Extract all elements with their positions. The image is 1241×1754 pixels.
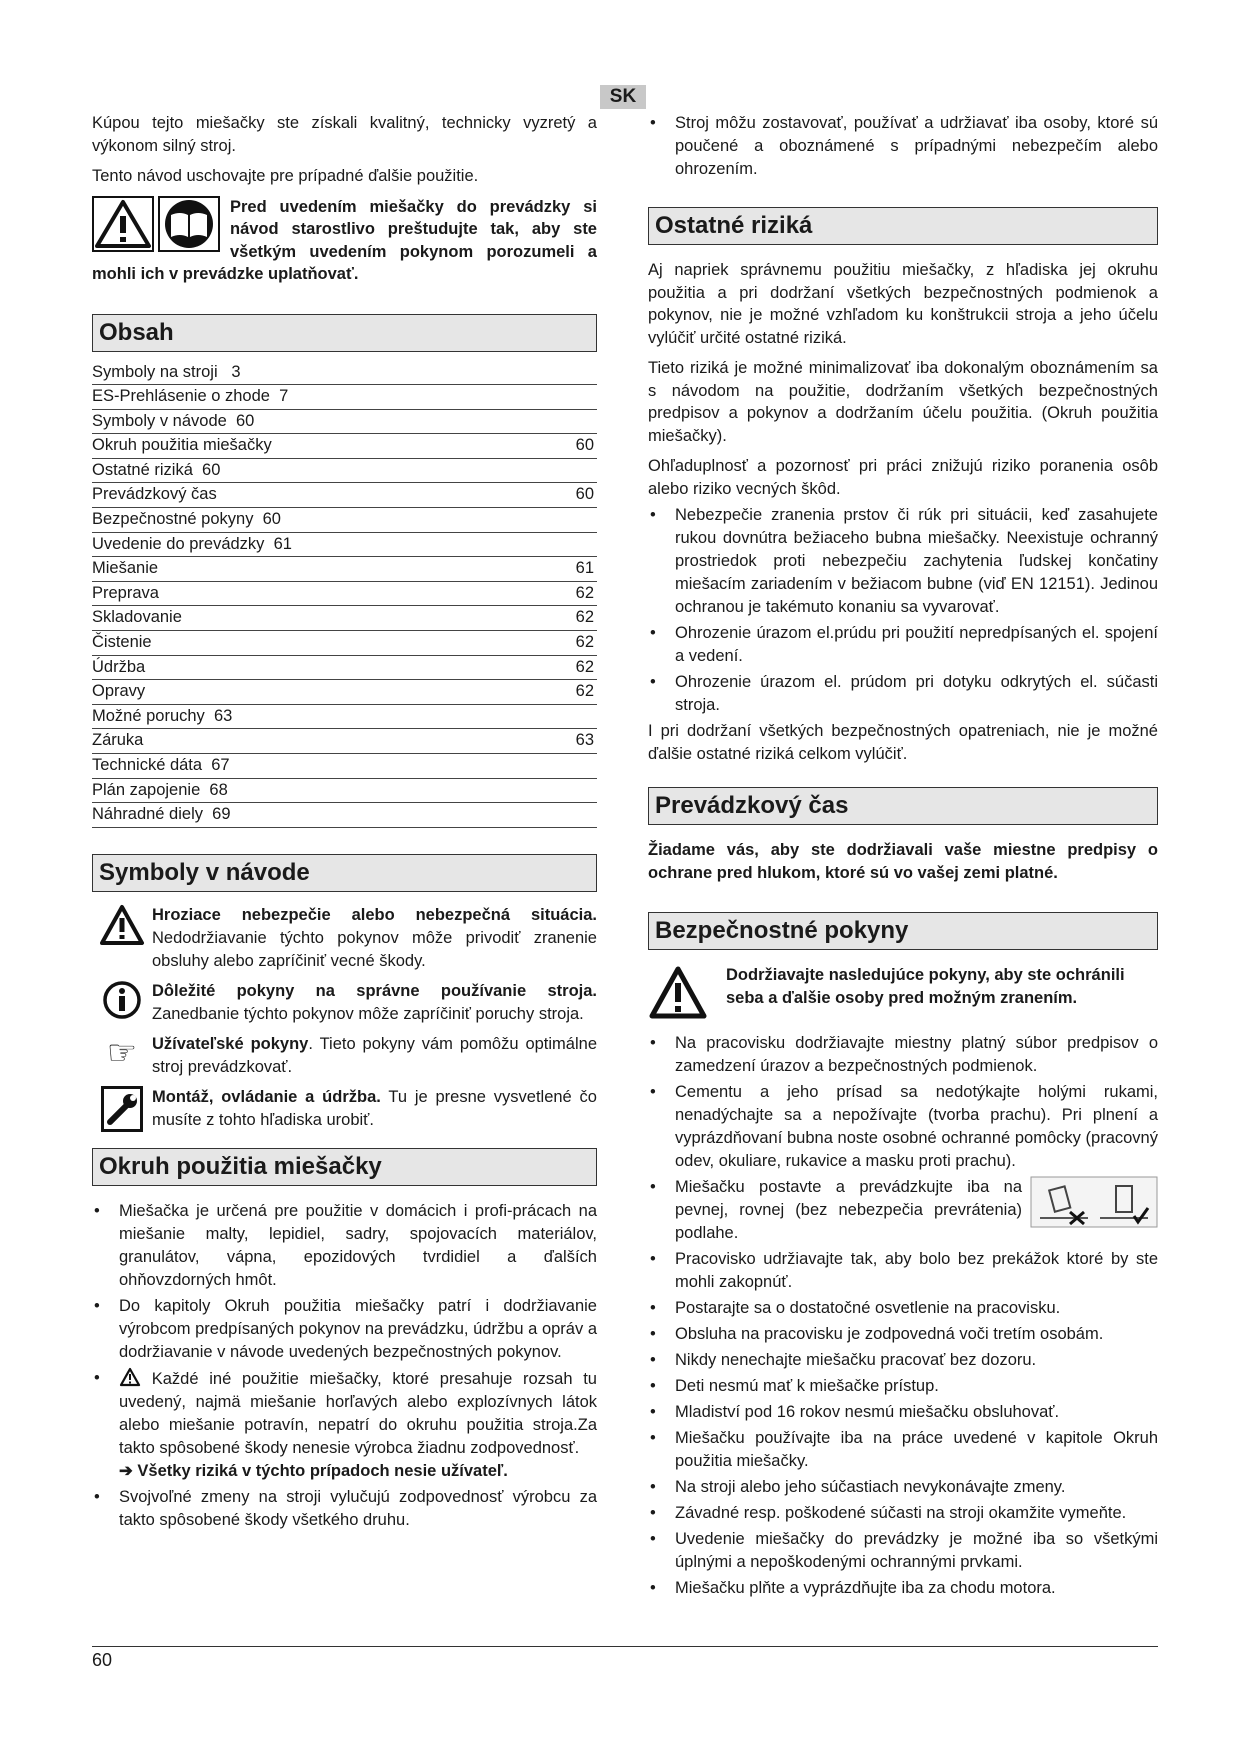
symbol-maintenance-title: Montáž, ovládanie a údržba.: [152, 1087, 381, 1106]
language-tab: SK: [600, 85, 646, 109]
list-item: • Pracovisko udržiavajte tak, aby bolo bez prekážok ktoré by ste mohli zakopnúť.: [648, 1248, 1158, 1294]
toc-item-label: Bezpečnostné pokyny 60: [92, 510, 281, 529]
list-item: • Miešačka je určená pre použitie v domácich i profi-prácach na miešanie malty, lepidiel, sadry, spojovacích materiálov, granulátov, vápna, epozidových tvrdidiel a ďalších ohňovzdorných hmôt.: [92, 1200, 597, 1292]
toc-item-label: Čistenie: [92, 633, 152, 652]
risks-paragraph: Aj napriek správnemu použitiu miešačky, z hľadiska jej okruhu použitia a pri dodržaní všetkých bezpečnostných podmienok a pokynov, nie je možné vzhľadom ku konštrukcii stroja a jeho účelu vylúčiť určité ostatné riziká.: [648, 261, 1158, 347]
operating-time-heading: Prevádzkový čas: [648, 787, 1158, 825]
toc-item: [92, 606, 597, 631]
safety-warning-text: Dodržiavajte nasledujúce pokyny, aby ste ochránili seba a ďalšie osoby pred možným zranením.: [726, 966, 1125, 1007]
toc-list: [92, 361, 597, 828]
symbol-hint-text: . Tieto pokyny vám pomôžu optimálne stroj prevádzkovať.: [152, 1034, 597, 1076]
warning-icon: [99, 904, 145, 946]
usage-other-use-text: Každé iné použitie miešačky, ktoré presahuje rozsah tu uvedený, najmä miešanie horľavých alebo explozívnych látok alebo miešanie potravín, nepatrí do okruhu použitia stroja.Za takto spôsobené škody nenesie výrobca žiadnu zodpovednosť.: [119, 1369, 597, 1457]
toc-item: [92, 803, 597, 828]
noise-regulation-text: Žiadame vás, aby ste dodržiavali vaše miestne predpisy o ochrane pred hlukom, ktoré sú vo vašej zemi platné.: [648, 841, 1158, 882]
page-number: 60: [92, 1650, 113, 1670]
user-risk-note: ➔ Všetky riziká v týchto prípadoch nesie užívateľ.: [119, 1461, 508, 1480]
toc-item-label: Záruka: [92, 731, 144, 750]
symbol-info-title: Dôležité pokyny na správne používanie stroja.: [152, 981, 597, 1000]
list-item: • Na stroji alebo jeho súčastiach nevykonávajte zmeny.: [648, 1476, 1158, 1499]
risks-paragraph: Ohľaduplnosť a pozornosť pri práci znižujú riziko poranenia osôb alebo riziko vecných škôd.: [648, 457, 1158, 498]
safety-list: [648, 1032, 1158, 1600]
list-item: • Nebezpečie zranenia prstov či rúk pri situácii, keď zasahujete rukou dovnútra bežiaceho bubna miešačky. Neexistuje ochranný prostriedok proti nebezpečiu zachytenia ľudskej končatiny miešacím zariadením v bežiacom bubne (viď EN 12151). Jedinou ochranou je takémuto konaniu sa vyvarovať.: [648, 504, 1158, 619]
warning-manual-icons: [92, 196, 220, 252]
list-item: • Závadné resp. poškodené súčasti na stroji okamžite vymeňte.: [648, 1502, 1158, 1525]
risks-paragraph: Tieto riziká je možné minimalizovať iba dokonalým oboznámením sa s návodom na použitie, dodržaním všetkých bezpečnostných predpisov a pokynov a dodržaním účelu použitia. (Okruh použitia miešačky).: [648, 359, 1158, 445]
toc-item: [92, 754, 597, 779]
toc-item: [92, 410, 597, 435]
warning-icon: [648, 966, 708, 1020]
list-item: • Postarajte sa o dostatočné osvetlenie na pracovisku.: [648, 1297, 1158, 1320]
list-item: • Na pracovisku dodržiavajte miestny platný súbor predpisov o zamedzení úrazov a bezpečnostných podmienok.: [648, 1032, 1158, 1078]
usage-heading: Okruh použitia miešačky: [92, 1148, 597, 1186]
toc-item-page: 63: [575, 731, 594, 750]
info-icon: [102, 980, 142, 1020]
list-item: • Ohrozenie úrazom el.prúdu pri použití nepredpísaných el. spojení a vedení.: [648, 622, 1158, 668]
symbol-danger-text: Nedodržiavanie týchto pokynov môže privodiť zranenie obsluhy alebo zapríčiniť vecné škody.: [152, 928, 597, 970]
toc-item-label: Opravy: [92, 682, 146, 701]
toc-item-label: Plán zapojenie 68: [92, 780, 228, 799]
list-item: [648, 1176, 1158, 1245]
footer-divider: [92, 1646, 1158, 1647]
list-item: • Mladiství pod 16 rokov nesmú miešačku obsluhovať.: [648, 1401, 1158, 1424]
symbol-info: [92, 980, 597, 1026]
warning-icon: [119, 1367, 141, 1387]
list-item: • Obsluha na pracovisku je zodpovedná voči tretím osobám.: [648, 1323, 1158, 1346]
toc-item-label: Symboly v návode 60: [92, 411, 255, 430]
toc-item: [92, 483, 597, 508]
toc-item-page: 62: [575, 682, 594, 701]
toc-item-label: Možné poruchy 63: [92, 706, 233, 725]
toc-item-page: 60: [575, 485, 594, 504]
list-item: • Miešačku používajte iba na práce uvedené v kapitole Okruh použitia miešačky.: [648, 1427, 1158, 1473]
toc-item: [92, 459, 597, 484]
symbol-maintenance: [92, 1086, 597, 1132]
toc-item-label: Prevádzkový čas: [92, 485, 217, 504]
symbols-list: [92, 904, 597, 1132]
intro-paragraph: Kúpou tejto miešačky ste získali kvalitný, technicky vyzretý a výkonom silný stroj.: [92, 114, 597, 155]
toc-item: [92, 508, 597, 533]
read-manual-text: Pred uvedením miešačky do prevádzky si návod starostlivo preštudujte tak, aby ste všetkým uvedením pokynom porozumeli a mohli ich v prevádzke uplatňovať.: [92, 197, 597, 283]
toc-item-page: 62: [575, 633, 594, 652]
list-item: • Deti nesmú mať k miešačke prístup.: [648, 1375, 1158, 1398]
toc-item-label: Technické dáta 67: [92, 756, 230, 774]
list-item: • Uvedenie miešačky do prevádzky je možné iba so všetkými úplnými a nepoškodenými ochrannými prvkami.: [648, 1528, 1158, 1574]
toc-item: [92, 582, 597, 607]
toc-item-label: Symboly na stroji 3: [92, 362, 241, 381]
toc-item: [92, 680, 597, 705]
toc-item: [92, 533, 597, 558]
toc-item-page: 62: [575, 583, 594, 602]
safety-warning: [648, 964, 1158, 1020]
safety-heading: Bezpečnostné pokyny: [648, 912, 1158, 950]
symbol-maintenance-text: Tu je presne vysvetlené čo musíte z tohto hľadiska urobiť.: [152, 1087, 597, 1129]
list-item: • Do kapitoly Okruh použitia miešačky patrí i dodržiavanie výrobcom predpísaných pokynov na prevádzku, údržbu a opráv a dodržiavanie v návode uvedených bezpečnostných pokynov.: [92, 1295, 597, 1364]
toc-item: [92, 729, 597, 754]
toc-item-label: Preprava: [92, 583, 159, 602]
mixer-on-floor-icon: [1030, 1176, 1158, 1228]
list-item: • Miešačku plňte a vyprázdňujte iba za chodu motora.: [648, 1577, 1158, 1600]
symbols-heading: Symboly v návode: [92, 854, 597, 892]
toc-item: [92, 434, 597, 459]
risks-heading: Ostatné riziká: [648, 207, 1158, 245]
toc-item: [92, 656, 597, 681]
usage-list: [92, 1200, 597, 1532]
symbol-danger: [92, 904, 597, 973]
symbol-hint: [92, 1033, 597, 1079]
read-manual-icon: [158, 196, 220, 252]
toc-item: [92, 557, 597, 582]
list-item: • Nikdy nenechajte miešačku pracovať bez dozoru.: [648, 1349, 1158, 1372]
toc-item-page: 62: [575, 657, 594, 676]
toc-item-label: Okruh použitia miešačky: [92, 436, 272, 455]
floor-stability-image: [1030, 1176, 1158, 1235]
list-item: • Svojvoľné zmeny na stroji vylučujú zodpovednosť výrobcu za takto spôsobené škody všetkého druhu.: [92, 1486, 597, 1532]
list-item: • Cementu a jeho prísad sa nedotýkajte holými rukami, nenadýchajte sa a nepožívajte (tvorba prachu). Pri plnení a vyprázdňovaní bubna noste osobné ochranné pomôcky (pracovný odev, okuliare, rukavice a masku proti prachu).: [648, 1081, 1158, 1173]
right-column: [648, 112, 1158, 1603]
floor-stability-text: Miešačku postavte a prevádzkujte iba na pevnej, rovnej (bez nebezpečia prevrátenia) podlahe.: [675, 1178, 1022, 1242]
toc-item-page: 61: [575, 559, 594, 578]
toc-item-page: 60: [575, 436, 594, 455]
wrench-icon: [101, 1086, 143, 1132]
list-item: • Stroj môžu zostavovať, používať a udržiavať iba osoby, ktoré sú poučené a oboznámené s prípadnými nebezpečím alebo ohrozením.: [648, 112, 1158, 181]
warning-icon: [92, 196, 154, 252]
toc-item-label: Údržba: [92, 657, 146, 676]
toc-item-page: 62: [575, 608, 594, 627]
toc-item-label: ES-Prehlásenie o zhode 7: [92, 387, 289, 406]
read-manual-warning: [92, 196, 597, 286]
toc-item-label: Uvedenie do prevádzky 61: [92, 534, 292, 553]
risks-paragraph: I pri dodržaní všetkých bezpečnostných opatreniach, nie je možné ďalšie ostatné riziká celkom vylúčiť.: [648, 722, 1158, 763]
toc-item-label: Náhradné diely 69: [92, 805, 231, 824]
right-top-list: [648, 112, 1158, 181]
toc-item: [92, 385, 597, 410]
pointing-hand-icon: ☞: [106, 1033, 138, 1072]
toc-item: [92, 705, 597, 730]
toc-item-label: Ostatné riziká 60: [92, 460, 221, 479]
toc-item: [92, 361, 597, 386]
risks-list: [648, 504, 1158, 717]
toc-item-label: Skladovanie: [92, 608, 182, 627]
toc-item-label: Miešanie: [92, 559, 159, 578]
toc-heading: Obsah: [92, 314, 597, 352]
symbol-info-text: Zanedbanie týchto pokynov môže zapríčiniť poruchy stroja.: [152, 1004, 584, 1023]
symbol-hint-title: Užívateľské pokyny: [152, 1034, 309, 1053]
user-risk-text: Všetky riziká v týchto prípadoch nesie užívateľ.: [137, 1461, 508, 1480]
list-item: [92, 1367, 597, 1483]
risks-section: [648, 259, 1158, 765]
toc-item: [92, 631, 597, 656]
left-column: [92, 112, 597, 1535]
intro-keep-manual: Tento návod uschovajte pre prípadné ďalšie použitie.: [92, 167, 479, 185]
symbol-danger-title: Hroziace nebezpečie alebo nebezpečná situácia.: [152, 905, 597, 924]
toc-item: [92, 779, 597, 804]
list-item: • Ohrozenie úrazom el. prúdom pri dotyku odkrytých el. súčasti stroja.: [648, 671, 1158, 717]
